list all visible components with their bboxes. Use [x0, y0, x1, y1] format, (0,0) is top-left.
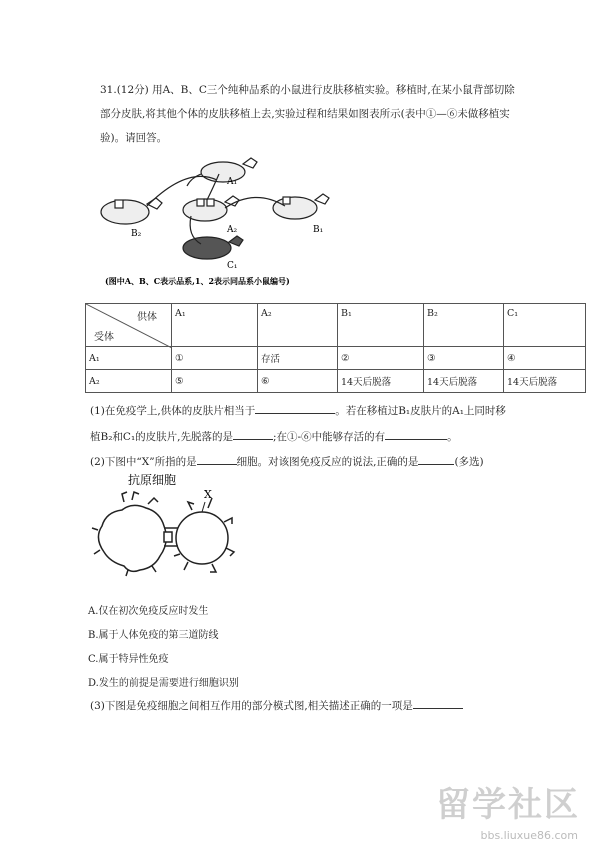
mice-graft-figure — [95, 150, 335, 290]
table-cell: ② — [338, 347, 424, 370]
answer-blank[interactable] — [255, 402, 335, 414]
sub2-text-a: (2)下图中“X”所指的是 — [90, 456, 197, 468]
sub2-text-b: 细胞。对该图免疫反应的说法,正确的是 — [236, 456, 419, 468]
table-header: A₁ — [172, 304, 258, 347]
sub1-line2 — [90, 428, 458, 444]
label-antigen-cell: 抗原细胞 — [128, 473, 177, 487]
answer-blank[interactable] — [233, 428, 273, 440]
question-line: 部分皮肤,将其他个体的皮肤移植上去,实验过程和结果如图表所示(表中①—⑥未做移植实 — [100, 108, 510, 120]
label-b1: B₁ — [313, 225, 324, 235]
answer-blank[interactable] — [418, 453, 454, 465]
option-a: A.仅在初次免疫反应时发生 — [88, 606, 209, 617]
sub3-text-a: (3)下图是免疫细胞之间相互作用的部分模式图,相关描述正确的一项是 — [90, 700, 413, 712]
label-c1: C₁ — [227, 261, 238, 271]
option-c: C.属于特异性免疫 — [88, 654, 169, 665]
table-header: B₁ — [338, 304, 424, 347]
table-row — [86, 370, 586, 393]
figure1-caption: (图中A、B、C表示品系,1、2表示同品系小鼠编号) — [105, 276, 290, 286]
answer-blank[interactable] — [385, 428, 447, 440]
label-a2: A₂ — [227, 225, 238, 235]
sub1-text-d: ;在①-⑥中能够存活的有 — [273, 431, 386, 443]
sub2-text-c: (多选) — [454, 456, 484, 468]
graft-table — [85, 303, 586, 393]
table-cell: ③ — [424, 347, 504, 370]
watermark-url: bbs.liuxue86.com — [480, 829, 578, 842]
table-cell: A₁ — [86, 347, 172, 370]
table-row — [86, 347, 586, 370]
recipient-label: 受体 — [94, 332, 114, 343]
question-intro — [100, 78, 515, 150]
table-cell: 14天后脱落 — [424, 370, 504, 393]
label-x: X — [204, 488, 212, 501]
table-cell: 14天后脱落 — [338, 370, 424, 393]
table-header-row — [86, 304, 586, 347]
sub1-line1 — [90, 402, 506, 418]
donor-label: 供体 — [137, 312, 157, 323]
table-cell: ⑥ — [258, 370, 338, 393]
option-d: D.发生的前提是需要进行细胞识别 — [88, 678, 239, 689]
table-header: A₂ — [258, 304, 338, 347]
table-cell: ① — [172, 347, 258, 370]
immune-cell-figure — [88, 470, 248, 590]
sub1-text-e: 。 — [447, 431, 458, 443]
sub1-text-b: 。若在移植过B₁皮肤片的A₁上同时移 — [335, 405, 506, 417]
table-header: C₁ — [504, 304, 586, 347]
sub3-line — [90, 697, 463, 713]
watermark-logo: 留学社区 — [436, 785, 580, 825]
table-cell: ⑤ — [172, 370, 258, 393]
question-line: 31.(12分) 用A、B、C三个纯种品系的小鼠进行皮肤移植实验。移植时,在某小鼠背部切除 — [100, 84, 515, 96]
table-cell: 14天后脱落 — [504, 370, 586, 393]
table-header: B₂ — [424, 304, 504, 347]
option-b: B.属于人体免疫的第三道防线 — [88, 630, 219, 641]
sub1-text-a: (1)在免疫学上,供体的皮肤片相当于 — [90, 405, 256, 417]
diagonal-header-cell — [86, 304, 172, 347]
sub2-line — [90, 453, 484, 469]
answer-blank[interactable] — [413, 697, 463, 709]
table-cell: 存活 — [258, 347, 338, 370]
label-b2: B₂ — [131, 229, 142, 239]
question-line: 验)。请回答。 — [100, 132, 168, 144]
sub1-text-c: 植B₂和C₁的皮肤片,先脱落的是 — [90, 431, 234, 443]
table-cell: A₂ — [86, 370, 172, 393]
label-a1: A₁ — [227, 177, 238, 187]
table-cell: ④ — [504, 347, 586, 370]
answer-blank[interactable] — [197, 453, 237, 465]
